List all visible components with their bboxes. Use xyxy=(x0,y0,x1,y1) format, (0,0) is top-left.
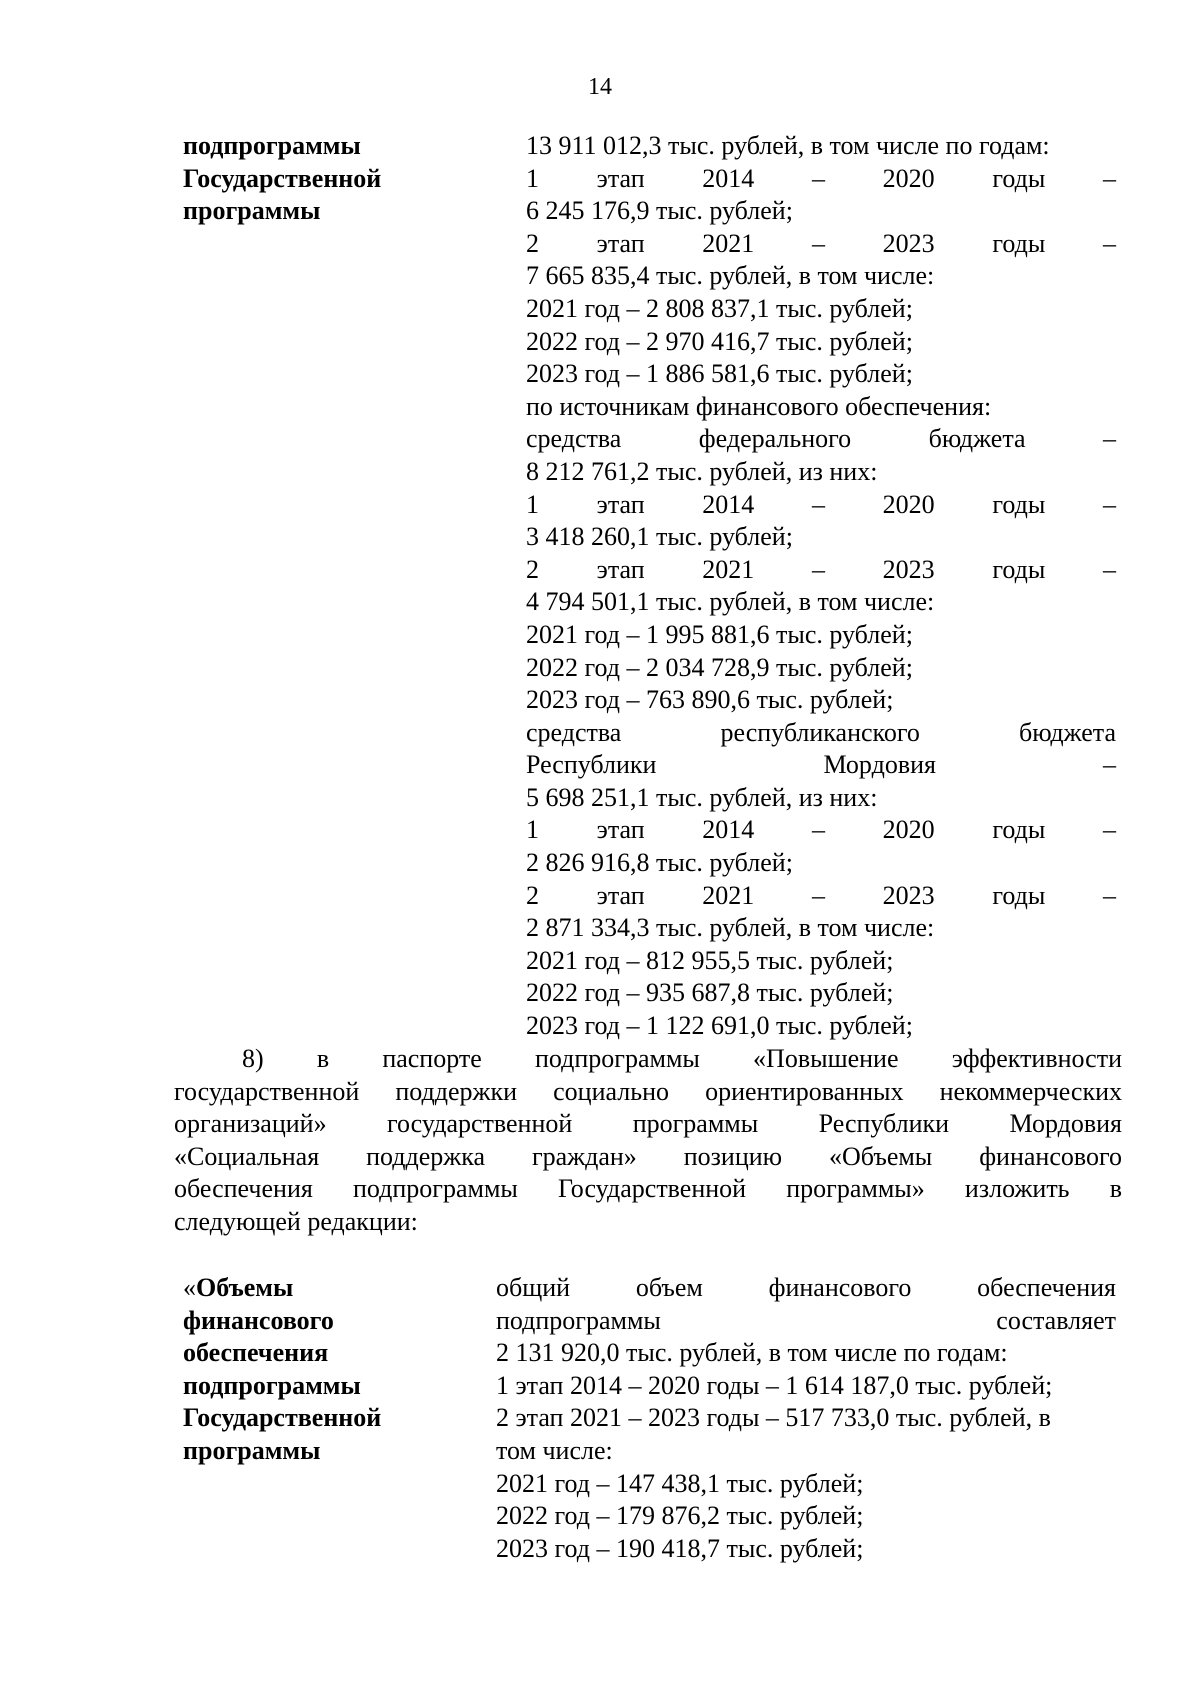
value-line: 2021 год – 1 995 881,6 тыс. рублей; xyxy=(526,619,913,649)
value-line: 2 871 334,3 тыс. рублей, в том числе: xyxy=(526,913,935,943)
value-line: по источникам финансового обеспечения: xyxy=(526,391,992,421)
block2-label-line: Государственной xyxy=(183,1403,382,1433)
value-line: 2021 год – 147 438,1 тыс. рублей; xyxy=(496,1468,864,1498)
paragraph-line: «Социальная поддержка граждан» позицию «Объемы финансового xyxy=(174,1141,1122,1171)
value-line: 2 этап 2021 – 2023 годы – xyxy=(526,880,1116,910)
value-line: 2023 год – 1 886 581,6 тыс. рублей; xyxy=(526,359,913,389)
value-line: том числе: xyxy=(496,1435,613,1465)
block2-label-line: финансового xyxy=(183,1305,334,1335)
block1-label-line: программы xyxy=(183,196,321,226)
value-line: Республики Мордовия – xyxy=(526,750,1116,780)
value-line: 13 911 012,3 тыс. рублей, в том числе по годам: xyxy=(526,131,1050,160)
value-line: 1 этап 2014 – 2020 годы – 1 614 187,0 тыс. рублей; xyxy=(496,1370,1053,1400)
value-line: 2021 год – 2 808 837,1 тыс. рублей; xyxy=(526,293,913,323)
value-line: 2022 год – 2 970 416,7 тыс. рублей; xyxy=(526,326,913,356)
paragraph-line: обеспечения подпрограммы Государственной программы» изложить в xyxy=(174,1174,1122,1204)
value-line: 8 212 761,2 тыс. рублей, из них: xyxy=(526,456,878,486)
block2-label xyxy=(183,1272,381,1468)
value-line: 6 245 176,9 тыс. рублей; xyxy=(526,196,793,226)
block1-label-line: подпрограммы xyxy=(183,131,361,160)
opening-quote: « xyxy=(183,1273,196,1302)
value-line: 2 131 920,0 тыс. рублей, в том числе по годам: xyxy=(496,1338,1008,1368)
block2-label-line: обеспечения xyxy=(183,1338,329,1368)
value-line: средства республиканского бюджета xyxy=(526,717,1116,747)
value-line: 2022 год – 935 687,8 тыс. рублей; xyxy=(526,978,894,1008)
value-line: 2 этап 2021 – 2023 годы – xyxy=(526,228,1116,258)
value-line: 2022 год – 179 876,2 тыс. рублей; xyxy=(496,1501,864,1531)
value-line: 2 этап 2021 – 2023 годы – xyxy=(526,554,1116,584)
page-number: 14 xyxy=(588,74,612,100)
paragraph-line: государственной поддержки социально ориентированных некоммерческих xyxy=(174,1076,1122,1106)
block1-values xyxy=(526,130,1116,1043)
block2-label-line: подпрограммы xyxy=(183,1370,361,1400)
value-line: 1 этап 2014 – 2020 годы – xyxy=(526,163,1116,193)
paragraph-line: организаций» государственной программы Республики Мордовия xyxy=(174,1109,1122,1139)
paragraph-line: следующей редакции: xyxy=(174,1206,418,1236)
paragraph-line: 8) в паспорте подпрограммы «Повышение эффективности xyxy=(242,1044,1122,1073)
value-line: 5 698 251,1 тыс. рублей, из них: xyxy=(526,782,878,812)
value-line: 7 665 835,4 тыс. рублей, в том числе: xyxy=(526,261,935,291)
value-line: 2023 год – 763 890,6 тыс. рублей; xyxy=(526,685,894,715)
value-line: 2022 год – 2 034 728,9 тыс. рублей; xyxy=(526,652,913,682)
value-line: 2023 год – 1 122 691,0 тыс. рублей; xyxy=(526,1011,913,1041)
amendment-paragraph xyxy=(174,1043,1122,1239)
block2-values xyxy=(496,1272,1116,1565)
value-line: 2 этап 2021 – 2023 годы – 517 733,0 тыс. рублей, в xyxy=(496,1403,1051,1433)
block2-label-line: программы xyxy=(183,1435,321,1465)
block2-label-line xyxy=(183,1272,381,1305)
value-line: 1 этап 2014 – 2020 годы – xyxy=(526,489,1116,519)
value-line: 4 794 501,1 тыс. рублей, в том числе: xyxy=(526,587,935,617)
value-line: общий объем финансового обеспечения xyxy=(496,1273,1116,1302)
value-line: средства федерального бюджета – xyxy=(526,424,1116,454)
value-line: 2023 год – 190 418,7 тыс. рублей; xyxy=(496,1533,864,1563)
value-line: 2021 год – 812 955,5 тыс. рублей; xyxy=(526,945,894,975)
block1-label-line: Государственной xyxy=(183,163,382,193)
value-line: 3 418 260,1 тыс. рублей; xyxy=(526,522,793,552)
value-line: подпрограммы составляет xyxy=(496,1305,1116,1335)
value-line: 1 этап 2014 – 2020 годы – xyxy=(526,815,1116,845)
block2-label-first: Объемы xyxy=(196,1273,294,1302)
value-line: 2 826 916,8 тыс. рублей; xyxy=(526,848,793,878)
block1-label xyxy=(183,130,381,228)
